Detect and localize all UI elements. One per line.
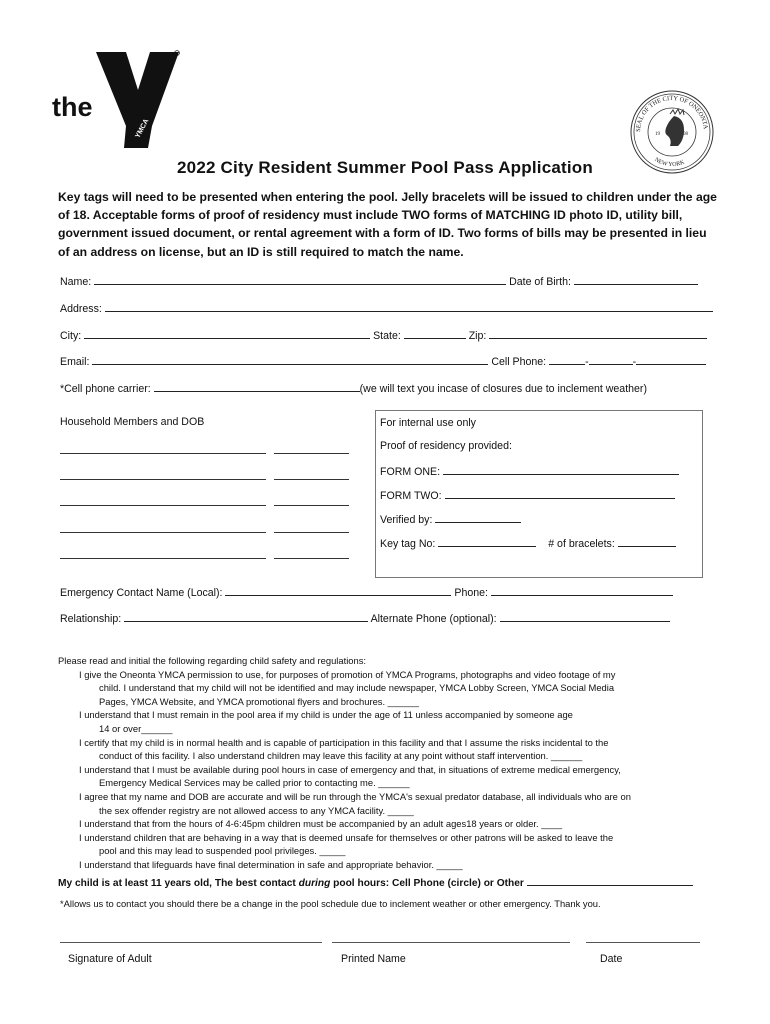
verified-label: Verified by: [380, 514, 433, 526]
cell-phone-line[interactable] [636, 353, 706, 365]
contact-note: *Allows us to contact you should there be a change in the pool schedule due to inclement weather or other emergency. Thank you. [60, 898, 601, 909]
carrier-row [60, 380, 647, 395]
relationship-row [60, 610, 670, 625]
household-name-3[interactable] [60, 505, 266, 506]
household-dob-5[interactable] [274, 558, 349, 559]
household-dob-3[interactable] [274, 505, 349, 506]
consent-item-continuation: 14 or over______ [99, 722, 173, 734]
household-name-1[interactable] [60, 453, 266, 454]
consent-item [58, 831, 718, 858]
address-label: Address: [60, 303, 102, 315]
consent-item-continuation: child. I understand that my child will not be identified and may include newspaper, YMCA Lobby Screen, YMCA Social Media [99, 682, 615, 694]
other-contact-field[interactable] [527, 874, 693, 886]
relationship-label: Relationship: [60, 613, 122, 625]
household-name-2[interactable] [60, 479, 266, 480]
city-row [60, 327, 707, 342]
name-field[interactable] [94, 273, 506, 285]
consent-items [58, 668, 718, 872]
internal-use-box [375, 410, 703, 578]
form-two-row [380, 487, 675, 502]
page-title: 2022 City Resident Summer Pool Pass Application [177, 158, 593, 177]
contact-pref-italic: during [298, 878, 331, 889]
name-row [60, 273, 698, 288]
zip-field[interactable] [489, 327, 707, 339]
consent-heading: Please read and initial the following regarding child safety and regulations: [58, 655, 367, 666]
logo-mark: YMCA [134, 117, 151, 140]
household-name-5[interactable] [60, 558, 266, 559]
cell-phone-area[interactable] [549, 353, 585, 365]
address-field[interactable] [105, 300, 713, 312]
consent-item-continuation: pool and this may lead to suspended pool privileges. _____ [99, 845, 346, 857]
city-field[interactable] [84, 327, 370, 339]
proof-label: Proof of residency provided: [380, 440, 512, 452]
state-field[interactable] [404, 327, 466, 339]
email-label: Email: [60, 356, 90, 368]
key-tag-label: Key tag No: [380, 538, 436, 550]
relationship-field[interactable] [124, 610, 368, 622]
consent-item [58, 708, 718, 735]
consent-item-continuation: conduct of this facility. I also understand children may leave this facility at any point without staff intervention. ______ [99, 750, 583, 762]
ymca-logo [52, 48, 184, 152]
signature-adult-line[interactable] [60, 942, 322, 943]
dob-field[interactable] [574, 273, 698, 285]
name-label: Name: [60, 276, 92, 288]
seal-year-left: 19 [655, 132, 660, 137]
consent-item-text: I certify that my child is in normal health and is capable of participation in this facility and that I assume the risks incidental to the [79, 736, 609, 748]
printed-name-label: Printed Name [341, 953, 406, 965]
cell-phone-prefix[interactable] [589, 353, 633, 365]
verified-row [380, 511, 521, 526]
phone-field[interactable] [491, 584, 673, 596]
cell-phone-label: Cell Phone: [491, 356, 547, 368]
printed-name-line[interactable] [332, 942, 570, 943]
consent-item-text: I understand that lifeguards have final determination in safe and appropriate behavior. _____ [79, 858, 463, 870]
carrier-note: (we will text you incase of closures due to inclement weather) [359, 383, 647, 395]
form-one-field[interactable] [443, 463, 679, 475]
city-label: City: [60, 330, 82, 342]
alt-phone-label: Alternate Phone (optional): [370, 613, 497, 625]
seal-year-right: 08 [683, 132, 688, 137]
consent-item [58, 790, 718, 817]
consent-item-text: I agree that my name and DOB are accurate and will be run through the YMCA's sexual predator database, all individuals who are on [79, 790, 631, 802]
emergency-row [60, 584, 673, 599]
logo-word: the [52, 92, 93, 122]
consent-item-text: I understand that I must remain in the pool area if my child is under the age of 11 unless accompanied by someone age [79, 709, 573, 721]
consent-item [58, 668, 718, 709]
emergency-field[interactable] [225, 584, 451, 596]
consent-item-text: I give the Oneonta YMCA permission to use, for purposes of promotion of YMCA Programs, photographs and video footage of my [79, 668, 616, 680]
carrier-label: *Cell phone carrier: [60, 383, 151, 395]
household-label: Household Members and DOB [60, 416, 205, 428]
household-dob-2[interactable] [274, 479, 349, 480]
key-tag-field[interactable] [438, 535, 536, 547]
carrier-field[interactable] [154, 380, 360, 392]
bracelets-label: # of bracelets: [548, 538, 615, 550]
seal-state: NEW YORK [653, 156, 686, 169]
household-dob-4[interactable] [274, 532, 349, 533]
consent-item [58, 858, 718, 872]
contact-preference-line [58, 874, 693, 889]
consent-item-continuation: Pages, YMCA Website, and YMCA promotional flyers and brochures. ______ [99, 695, 419, 707]
address-row [60, 300, 713, 315]
zip-label: Zip: [468, 330, 487, 342]
consent-item-text: I understand that from the hours of 4-6:45pm children must be accompanied by an adult ages18 years or older. ____ [79, 818, 563, 830]
household-dob-1[interactable] [274, 453, 349, 454]
key-tag-row [380, 535, 676, 550]
seal-text: SEAL OF THE CITY OF ONEONTA [634, 94, 709, 133]
intro-paragraph: Key tags will need to be presented when entering the pool. Jelly bracelets will be issued to children under the age of 18. Acceptable forms of proof of residency must include TWO forms of MATCHING ID photo ID, utility bill, government issued document, or rental agreement with a form of ID. Two forms of bills may be presented in lieu of an address on license, but an ID is still required to match the name. [58, 190, 717, 259]
consent-section [58, 654, 718, 872]
consent-item-text: I understand children that are behaving in a way that is deemed unsafe for themselves or other patrons will be asked to leave the [79, 831, 614, 843]
emergency-label: Emergency Contact Name (Local): [60, 587, 223, 599]
internal-heading: For internal use only [380, 417, 476, 429]
form-one-row [380, 463, 679, 478]
consent-item-continuation: Emergency Medical Services may be called prior to contacting me. ______ [99, 777, 410, 789]
household-name-4[interactable] [60, 532, 266, 533]
date-line[interactable] [586, 942, 700, 943]
contact-pref-text-1: My child is at least 11 years old, The best contact [58, 878, 299, 889]
cell-sep-1: - [585, 356, 589, 368]
form-two-field[interactable] [445, 487, 675, 499]
phone-label: Phone: [454, 587, 488, 599]
consent-item-text: I understand that I must be available during pool hours in case of emergency and that, in situations of extreme medical emergency, [79, 763, 621, 775]
consent-item [58, 763, 718, 790]
signature-adult-label: Signature of Adult [68, 953, 152, 965]
cell-sep-2: - [632, 356, 637, 368]
state-label: State: [373, 330, 401, 342]
consent-item [58, 736, 718, 763]
email-row [60, 353, 706, 368]
contact-pref-text-2: pool hours: Cell Phone (circle) or Other [330, 878, 527, 889]
alt-phone-field[interactable] [500, 610, 670, 622]
bracelets-field[interactable] [618, 535, 676, 547]
consent-item [58, 817, 718, 831]
form-two-label: FORM TWO: [380, 490, 442, 502]
consent-item-continuation: the sex offender registry are not allowed access to any YMCA facility. _____ [99, 804, 414, 816]
email-field[interactable] [92, 353, 488, 365]
date-label: Date [600, 953, 623, 965]
form-one-label: FORM ONE: [380, 466, 441, 478]
dob-label: Date of Birth: [509, 276, 571, 288]
verified-field[interactable] [435, 511, 521, 523]
